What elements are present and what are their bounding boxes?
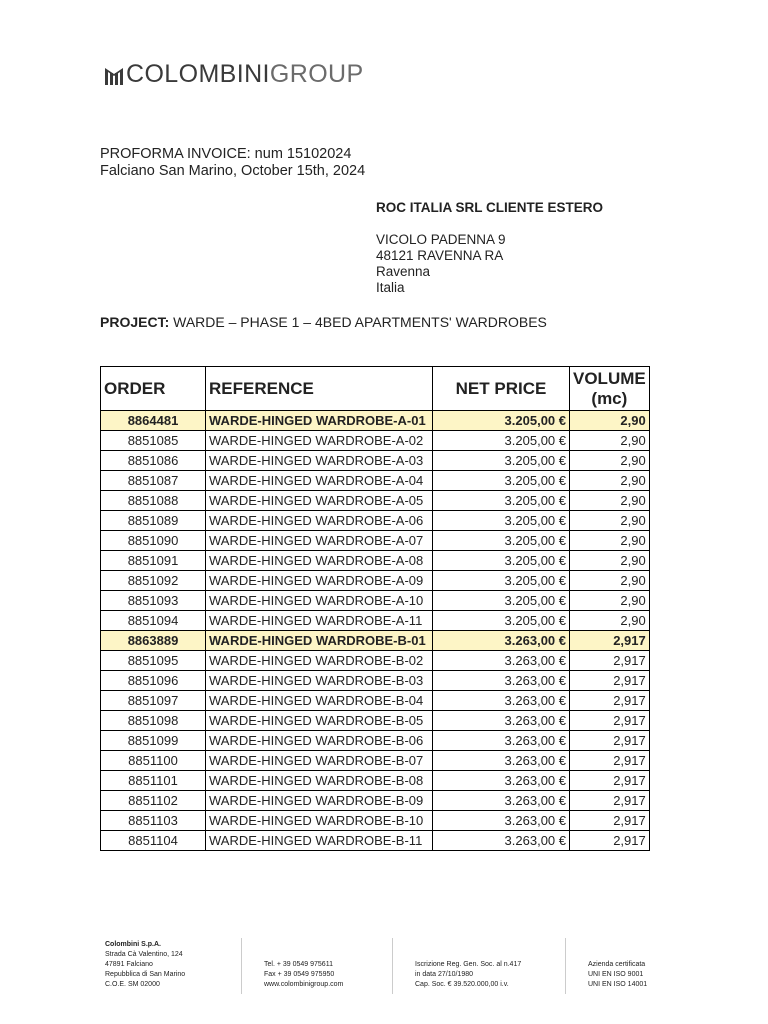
cell-volume: 2,90	[570, 551, 650, 571]
footer-line: Fax + 39 0549 975950	[264, 971, 335, 978]
cell-reference: WARDE-HINGED WARDROBE-B-06	[206, 731, 433, 751]
cell-volume: 2,90	[570, 431, 650, 451]
footer-line: Cap. Soc. € 39.520.000,00 i.v.	[415, 981, 509, 988]
footer-line: Azienda certificata	[588, 961, 646, 968]
cell-order: 8851085	[101, 431, 206, 451]
cell-net-price: 3.263,00 €	[433, 671, 570, 691]
cell-reference: WARDE-HINGED WARDROBE-A-03	[206, 451, 433, 471]
table-row	[101, 791, 650, 811]
table-row	[101, 751, 650, 771]
cell-order: 8851104	[101, 831, 206, 851]
footer-contacts	[264, 960, 394, 990]
cell-reference: WARDE-HINGED WARDROBE-A-10	[206, 591, 433, 611]
cell-net-price: 3.263,00 €	[433, 711, 570, 731]
cell-net-price: 3.205,00 €	[433, 551, 570, 571]
cell-order: 8851090	[101, 531, 206, 551]
footer-line: Colombini S.p.A.	[105, 941, 161, 948]
cell-order: 8851089	[101, 511, 206, 531]
invoice-header	[100, 146, 365, 180]
cell-order: 8851095	[101, 651, 206, 671]
table-row	[101, 451, 650, 471]
cell-volume: 2,917	[570, 651, 650, 671]
table-row	[101, 691, 650, 711]
cell-net-price: 3.263,00 €	[433, 771, 570, 791]
cell-reference: WARDE-HINGED WARDROBE-B-10	[206, 811, 433, 831]
cell-volume: 2,917	[570, 691, 650, 711]
cell-reference: WARDE-HINGED WARDROBE-A-07	[206, 531, 433, 551]
cell-net-price: 3.263,00 €	[433, 831, 570, 851]
footer-line: Tel. + 39 0549 975611	[264, 961, 333, 968]
logo-wordmark	[126, 62, 364, 87]
cell-order: 8851098	[101, 711, 206, 731]
footer-line: Iscrizione Reg. Gen. Soc. al n.417	[415, 961, 522, 968]
footer-divider	[392, 938, 393, 994]
cell-volume: 2,917	[570, 791, 650, 811]
cell-reference: WARDE-HINGED WARDROBE-B-07	[206, 751, 433, 771]
table-row	[101, 671, 650, 691]
table-row	[101, 571, 650, 591]
cell-volume: 2,90	[570, 511, 650, 531]
footer-line: C.O.E. SM 02000	[105, 981, 160, 988]
table-header-row	[101, 367, 650, 411]
cell-net-price: 3.205,00 €	[433, 611, 570, 631]
cell-volume: 2,90	[570, 571, 650, 591]
footer-divider	[241, 938, 242, 994]
cell-reference: WARDE-HINGED WARDROBE-B-04	[206, 691, 433, 711]
cell-reference: WARDE-HINGED WARDROBE-B-03	[206, 671, 433, 691]
invoice-number: PROFORMA INVOICE: num 15102024	[100, 146, 352, 162]
cell-order: 8851100	[101, 751, 206, 771]
footer-registration	[415, 960, 565, 990]
cell-net-price: 3.205,00 €	[433, 451, 570, 471]
client-city: Ravenna	[376, 264, 431, 279]
cell-volume: 2,917	[570, 631, 650, 651]
cell-order: 8864481	[101, 411, 206, 431]
project-line	[100, 314, 547, 330]
client-country: Italia	[376, 280, 405, 295]
cell-volume: 2,917	[570, 711, 650, 731]
cell-net-price: 3.205,00 €	[433, 571, 570, 591]
cell-order: 8851099	[101, 731, 206, 751]
table-row	[101, 491, 650, 511]
table-row	[101, 651, 650, 671]
table-row	[101, 771, 650, 791]
cell-volume: 2,917	[570, 831, 650, 851]
table-row	[101, 731, 650, 751]
table-row	[101, 711, 650, 731]
cell-reference: WARDE-HINGED WARDROBE-A-08	[206, 551, 433, 571]
logo-text-group: GROUP	[269, 60, 364, 88]
table-row	[101, 531, 650, 551]
cell-volume: 2,90	[570, 491, 650, 511]
project-value: WARDE – PHASE 1 – 4BED APARTMENTS' WARDROBES	[169, 314, 547, 330]
table-row	[101, 411, 650, 431]
table-row	[101, 591, 650, 611]
cell-order: 8851087	[101, 471, 206, 491]
header-order: ORDER	[101, 367, 206, 411]
cell-volume: 2,917	[570, 671, 650, 691]
table-row	[101, 611, 650, 631]
header-net-price: NET PRICE	[433, 367, 570, 411]
invoice-place-date: Falciano San Marino, October 15th, 2024	[100, 163, 366, 179]
footer-line: 47891 Falciano	[105, 961, 153, 968]
cell-net-price: 3.263,00 €	[433, 691, 570, 711]
cell-order: 8851096	[101, 671, 206, 691]
client-address-line2: 48121 RAVENNA RA	[376, 248, 504, 263]
footer-line: www.colombinigroup.com	[264, 981, 344, 988]
footer-line: Repubblica di San Marino	[105, 971, 186, 978]
table-row	[101, 831, 650, 851]
cell-net-price: 3.263,00 €	[433, 751, 570, 771]
cell-order: 8863889	[101, 631, 206, 651]
cell-net-price: 3.205,00 €	[433, 531, 570, 551]
table-row	[101, 811, 650, 831]
cell-reference: WARDE-HINGED WARDROBE-A-05	[206, 491, 433, 511]
footer-company	[105, 940, 235, 990]
cell-net-price: 3.263,00 €	[433, 791, 570, 811]
footer-divider	[565, 938, 566, 994]
cell-order: 8851092	[101, 571, 206, 591]
cell-net-price: 3.263,00 €	[433, 811, 570, 831]
cell-reference: WARDE-HINGED WARDROBE-B-02	[206, 651, 433, 671]
cell-order: 8851094	[101, 611, 206, 631]
cell-net-price: 3.205,00 €	[433, 511, 570, 531]
cell-net-price: 3.263,00 €	[433, 731, 570, 751]
footer-line: UNI EN ISO 9001	[588, 971, 644, 978]
invoice-table	[100, 366, 650, 851]
page-footer	[105, 940, 665, 992]
cell-reference: WARDE-HINGED WARDROBE-A-02	[206, 431, 433, 451]
invoice-table-body	[101, 411, 650, 851]
cell-reference: WARDE-HINGED WARDROBE-A-04	[206, 471, 433, 491]
client-address-block	[376, 200, 603, 296]
cell-volume: 2,917	[570, 771, 650, 791]
cell-reference: WARDE-HINGED WARDROBE-B-08	[206, 771, 433, 791]
cell-order: 8851103	[101, 811, 206, 831]
cell-reference: WARDE-HINGED WARDROBE-B-09	[206, 791, 433, 811]
cell-volume: 2,90	[570, 611, 650, 631]
cell-net-price: 3.205,00 €	[433, 471, 570, 491]
cell-reference: WARDE-HINGED WARDROBE-A-01	[206, 411, 433, 431]
client-address-line1: VICOLO PADENNA 9	[376, 232, 506, 247]
cell-volume: 2,917	[570, 731, 650, 751]
table-row	[101, 471, 650, 491]
header-reference: REFERENCE	[206, 367, 433, 411]
table-row	[101, 511, 650, 531]
cell-volume: 2,917	[570, 811, 650, 831]
cell-reference: WARDE-HINGED WARDROBE-B-05	[206, 711, 433, 731]
cell-reference: WARDE-HINGED WARDROBE-A-11	[206, 611, 433, 631]
table-row	[101, 431, 650, 451]
table-row	[101, 551, 650, 571]
cell-volume: 2,90	[570, 411, 650, 431]
cell-order: 8851102	[101, 791, 206, 811]
cell-net-price: 3.205,00 €	[433, 491, 570, 511]
cell-reference: WARDE-HINGED WARDROBE-A-06	[206, 511, 433, 531]
footer-line: UNI EN ISO 14001	[588, 981, 648, 988]
project-label: PROJECT:	[100, 314, 170, 330]
logo-text-main: COLOMBINI	[126, 60, 270, 88]
colombini-logo-icon	[104, 64, 124, 86]
cell-net-price: 3.205,00 €	[433, 591, 570, 611]
cell-order: 8851091	[101, 551, 206, 571]
cell-volume: 2,90	[570, 531, 650, 551]
cell-reference: WARDE-HINGED WARDROBE-B-01	[206, 631, 433, 651]
cell-net-price: 3.263,00 €	[433, 631, 570, 651]
footer-certifications	[588, 960, 668, 990]
cell-net-price: 3.263,00 €	[433, 651, 570, 671]
cell-net-price: 3.205,00 €	[433, 431, 570, 451]
cell-order: 8851097	[101, 691, 206, 711]
table-row	[101, 631, 650, 651]
cell-volume: 2,917	[570, 751, 650, 771]
cell-order: 8851101	[101, 771, 206, 791]
cell-reference: WARDE-HINGED WARDROBE-A-09	[206, 571, 433, 591]
cell-order: 8851093	[101, 591, 206, 611]
cell-volume: 2,90	[570, 451, 650, 471]
client-name: ROC ITALIA SRL CLIENTE ESTERO	[376, 200, 604, 215]
cell-volume: 2,90	[570, 471, 650, 491]
company-logo	[104, 62, 364, 87]
footer-line: Strada Cà Valentino, 124	[105, 951, 183, 958]
footer-line: in data 27/10/1980	[415, 971, 473, 978]
cell-net-price: 3.205,00 €	[433, 411, 570, 431]
cell-reference: WARDE-HINGED WARDROBE-B-11	[206, 831, 433, 851]
cell-order: 8851088	[101, 491, 206, 511]
header-volume: VOLUME (mc)	[570, 367, 650, 411]
cell-volume: 2,90	[570, 591, 650, 611]
cell-order: 8851086	[101, 451, 206, 471]
